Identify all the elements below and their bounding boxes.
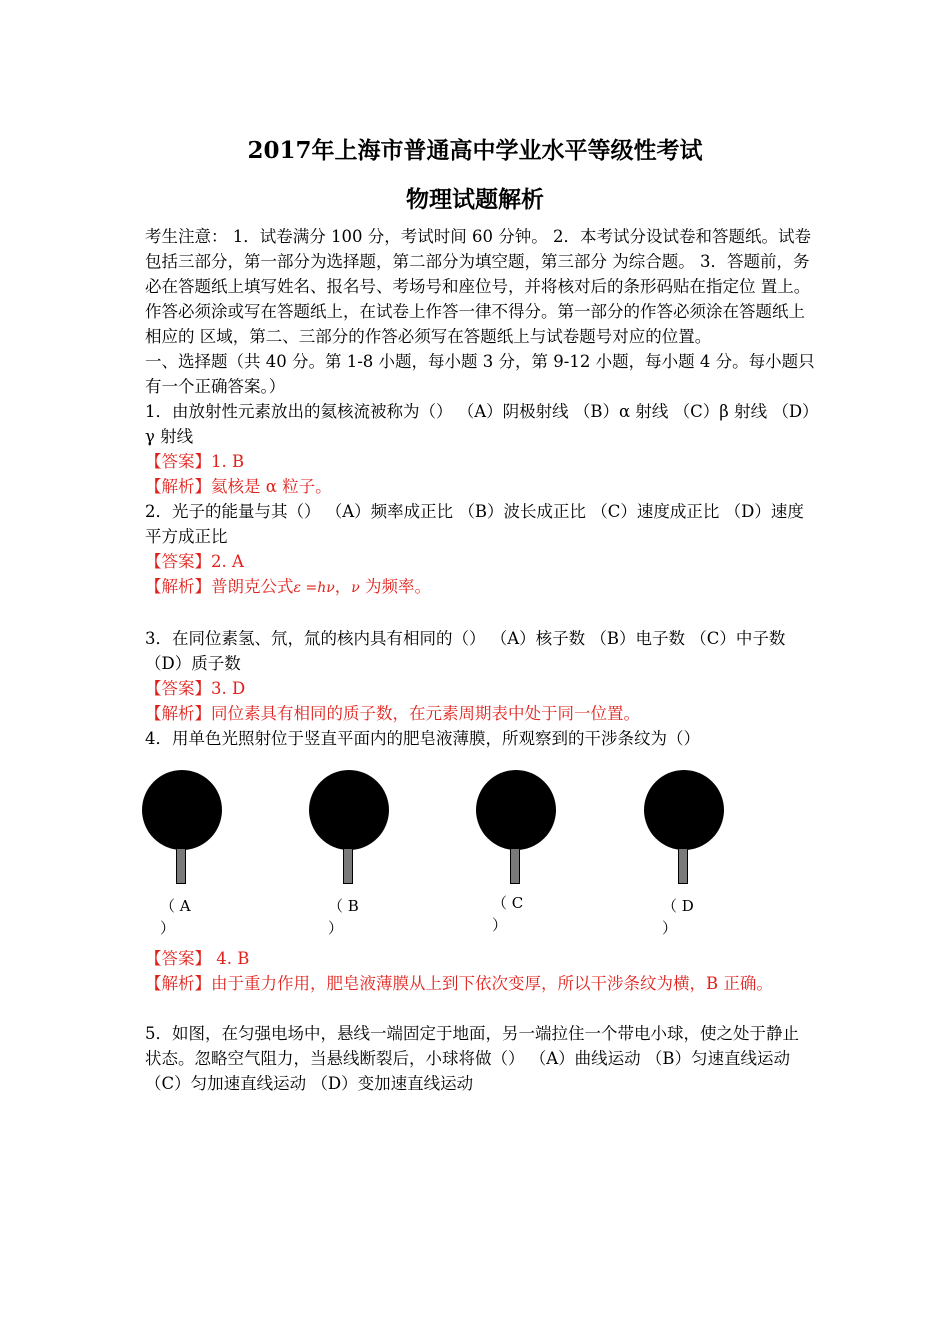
analysis-text: 为频率。 — [359, 577, 431, 596]
option-label-d — [662, 895, 722, 939]
planck-formula: ε =hν — [293, 580, 335, 596]
answer-value: 2. A — [211, 552, 244, 571]
option-label-c — [492, 892, 552, 936]
exam-body-bottom — [145, 946, 815, 1096]
analysis-text: 普朗克公式 — [211, 577, 294, 596]
question-4-stem: 4．用单色光照射位于竖直平面内的肥皂液薄膜，所观察到的干涉条纹为（） — [145, 729, 700, 748]
option-close: ） — [160, 919, 176, 937]
film-handle — [678, 848, 688, 884]
answer-tag: 【答案】 — [145, 452, 211, 471]
answer-tag: 【答案】 — [145, 552, 211, 571]
option-open: （ C — [492, 894, 524, 912]
option-close: ） — [662, 919, 678, 937]
option-close: ） — [492, 916, 508, 934]
question-4-analysis — [145, 971, 815, 996]
option-open: （ D — [662, 897, 694, 915]
analysis-tag: 【解析】 — [145, 704, 211, 723]
spacer — [145, 601, 815, 626]
analysis-text: 氦核是 α 粒子。 — [211, 477, 332, 496]
question-1-answer — [145, 449, 815, 474]
answer-value: 4. B — [211, 949, 250, 968]
page-subtitle: 物理试题解析 — [406, 186, 544, 213]
answer-value: 1. B — [211, 452, 245, 471]
film-disc — [142, 770, 222, 850]
analysis-tag: 【解析】 — [145, 477, 211, 496]
film-handle — [510, 848, 520, 884]
answer-tag: 【答案】 — [145, 679, 211, 698]
exam-notice: 考生注意： 1．试卷满分 100 分，考试时间 60 分钟。 2．本考试分设试卷和答题纸。试卷包括三部分，第一部分为选择题，第二部分为填空题，第三部分 为综合题。 3．答题前，务必在答题纸上填写姓名、报名号、考场号和座位号，并将核对后的条形码贴在指定位 置上。作答必须涂或写在答题纸上，在试卷上作答一律不得分。第一部分的作答必须涂在答题纸上相应的 区域，第二、三部分的作答必须写在答题纸上与试卷题号对应的位置。 — [145, 227, 811, 346]
spacer — [145, 996, 815, 1021]
analysis-tag: 【解析】 — [145, 974, 211, 993]
film-disc — [309, 770, 389, 850]
film-disc — [476, 770, 556, 850]
answer-value: 3. D — [211, 679, 246, 698]
analysis-text: 由于重力作用，肥皂液薄膜从上到下依次变厚，所以干涉条纹为横，B 正确。 — [211, 974, 773, 993]
option-open: （ A — [160, 897, 191, 915]
question-1-analysis — [145, 474, 815, 499]
analysis-text: 同位素具有相同的质子数，在元素周期表中处于同一位置。 — [211, 704, 640, 723]
option-close: ） — [328, 919, 344, 937]
question-2-stem: 2．光子的能量与其（） （A）频率成正比 （B）波长成正比 （C）速度成正比 （D）速度平方成正比 — [145, 502, 804, 546]
question-3-stem: 3．在同位素氢、氘，氚的核内具有相同的（） （A）核子数 （B）电子数 （C）中子数 （D）质子数 — [145, 629, 786, 673]
film-handle — [176, 848, 186, 884]
question-2-answer — [145, 549, 815, 574]
question-3-analysis — [145, 701, 815, 726]
answer-tag: 【答案】 — [145, 949, 211, 968]
question-4-answer — [145, 946, 815, 971]
question-1-stem: 1．由放射性元素放出的氦核流被称为（） （A）阴极射线 （B）α 射线 （C）β 射线 （D）γ 射线 — [145, 402, 811, 446]
film-handle — [343, 848, 353, 884]
option-open: （ B — [328, 897, 359, 915]
option-label-b — [328, 895, 388, 939]
analysis-text: ， — [334, 577, 352, 596]
page-title: 2017年上海市普通高中学业水平等级性考试 — [247, 137, 703, 164]
exam-body-top — [145, 224, 815, 751]
option-label-a — [160, 895, 220, 939]
nu-symbol: ν — [351, 580, 360, 596]
question-2-analysis — [145, 574, 815, 601]
soap-film-figure — [0, 770, 950, 950]
analysis-tag: 【解析】 — [145, 577, 211, 596]
section-heading: 一、选择题（共 40 分。第 1-8 小题，每小题 3 分，第 9-12 小题，每小题 4 分。每小题只有一个正确答案。） — [145, 352, 815, 396]
question-3-answer — [145, 676, 815, 701]
film-disc — [644, 770, 724, 850]
question-5-stem: 5．如图，在匀强电场中，悬线一端固定于地面，另一端拉住一个带电小球，使之处于静止状态。忽略空气阻力，当悬线断裂后，小球将做（） （A）曲线运动 （B）匀速直线运动 （C）匀加速直线运动 （D）变加速直线运动 — [145, 1024, 799, 1093]
